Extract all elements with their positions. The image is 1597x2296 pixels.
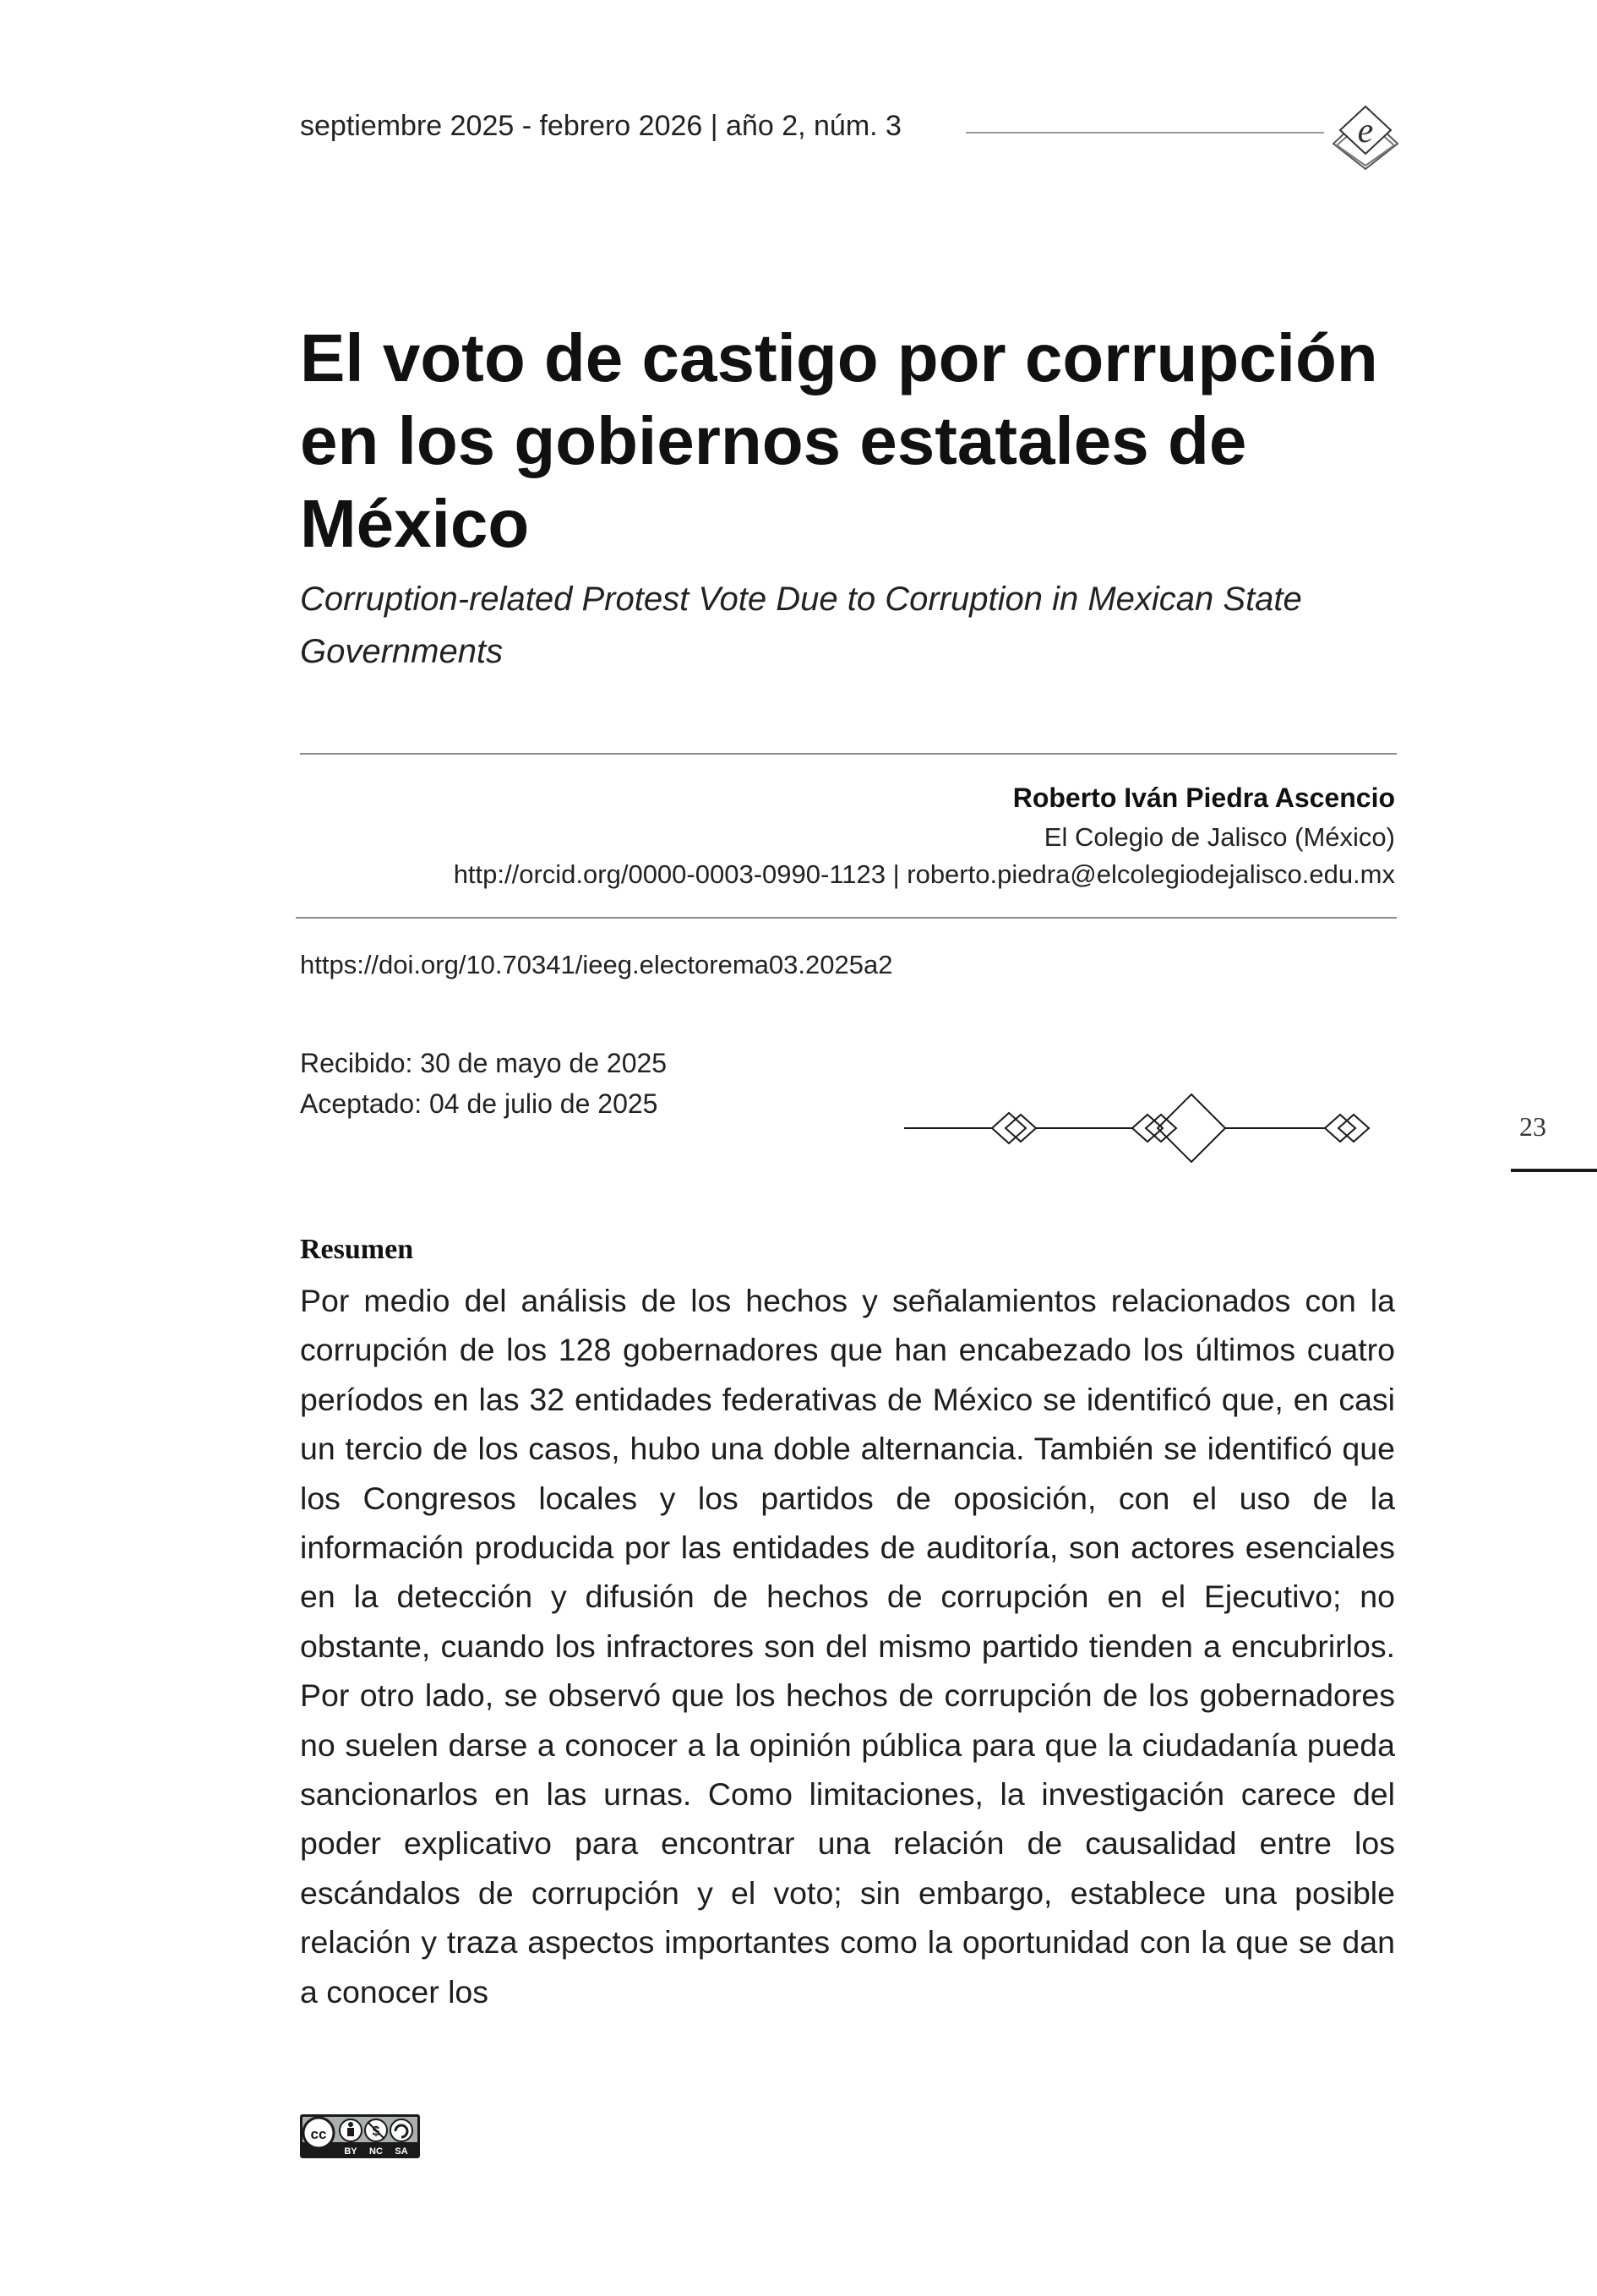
svg-text:e: e bbox=[1357, 112, 1374, 150]
received-date: Recibido: 30 de mayo de 2025 bbox=[300, 1048, 668, 1078]
author-name: Roberto Iván Piedra Ascencio bbox=[1012, 783, 1395, 813]
article-subtitle: Corruption-related Protest Vote Due to Corruption in Mexican State Governments bbox=[300, 581, 1302, 670]
author-block bbox=[300, 777, 1395, 892]
journal-e-logo-icon bbox=[1327, 95, 1404, 172]
creative-commons-by-nc-sa-icon[interactable] bbox=[300, 2114, 420, 2158]
page-number: 23 bbox=[1519, 1111, 1546, 1142]
diamond-divider-icon bbox=[904, 1090, 1403, 1166]
running-header: septiembre 2025 - febrero 2026 | año 2, núm. 3 bbox=[300, 110, 902, 142]
abstract-text: Por medio del análisis de los hechos y señalamientos relacionados con la corrupción de los 128 gobernadores que han encabezado los últimos cuatro períodos en las 32 entidades federativas de México se identificó que, en casi un tercio de los casos, hubo una doble alternancia. También se identificó que los Congresos locales y los partidos de oposición, con el uso de la información producida por las entidades de auditoría, son actores esenciales en la detección y difusión de hechos de corrupción en el Ejecutivo; no obstante, cuando los infractores son del mismo partido tienden a encubrirlos. Por otro lado, se observó que los hechos de corrupción de los gobernadores no suelen darse a conocer a la opinión pública para que la ciudadanía pueda sancionarlos en las urnas. Como limitaciones, la investigación carece del poder explicativo para encontrar una relación de causalidad entre los escándalos de corrupción y el voto; sin embargo, establece una posible relación y traza aspectos importantes como la oportunidad con la que se dan a conocer los bbox=[300, 1283, 1395, 2010]
author-bottom-rule bbox=[296, 917, 1397, 919]
doi-link[interactable]: https://doi.org/10.70341/ieeg.electorema03.2025a2 bbox=[300, 950, 893, 979]
cc-sa-label: SA bbox=[395, 2146, 408, 2157]
accepted-date: Aceptado: 04 de julio de 2025 bbox=[300, 1088, 658, 1119]
cc-by-label: BY bbox=[344, 2146, 357, 2157]
article-title: El voto de castigo por corrupción en los gobiernos estatales de México bbox=[300, 320, 1378, 561]
page-number-rule bbox=[1511, 1169, 1597, 1172]
cc-nc-label: NC bbox=[369, 2146, 383, 2157]
dates-block bbox=[300, 1043, 667, 1124]
cc-label: cc bbox=[310, 2126, 327, 2142]
abstract-heading: Resumen bbox=[300, 1234, 414, 1265]
author-affiliation: El Colegio de Jalisco (México) bbox=[1044, 822, 1395, 852]
author-contact[interactable]: http://orcid.org/0000-0003-0990-1123 | roberto.piedra@elcolegiodejalisco.edu.mx bbox=[453, 859, 1395, 889]
author-top-rule bbox=[300, 753, 1397, 755]
svg-text:$: $ bbox=[372, 2124, 380, 2139]
header-rule bbox=[966, 132, 1324, 134]
